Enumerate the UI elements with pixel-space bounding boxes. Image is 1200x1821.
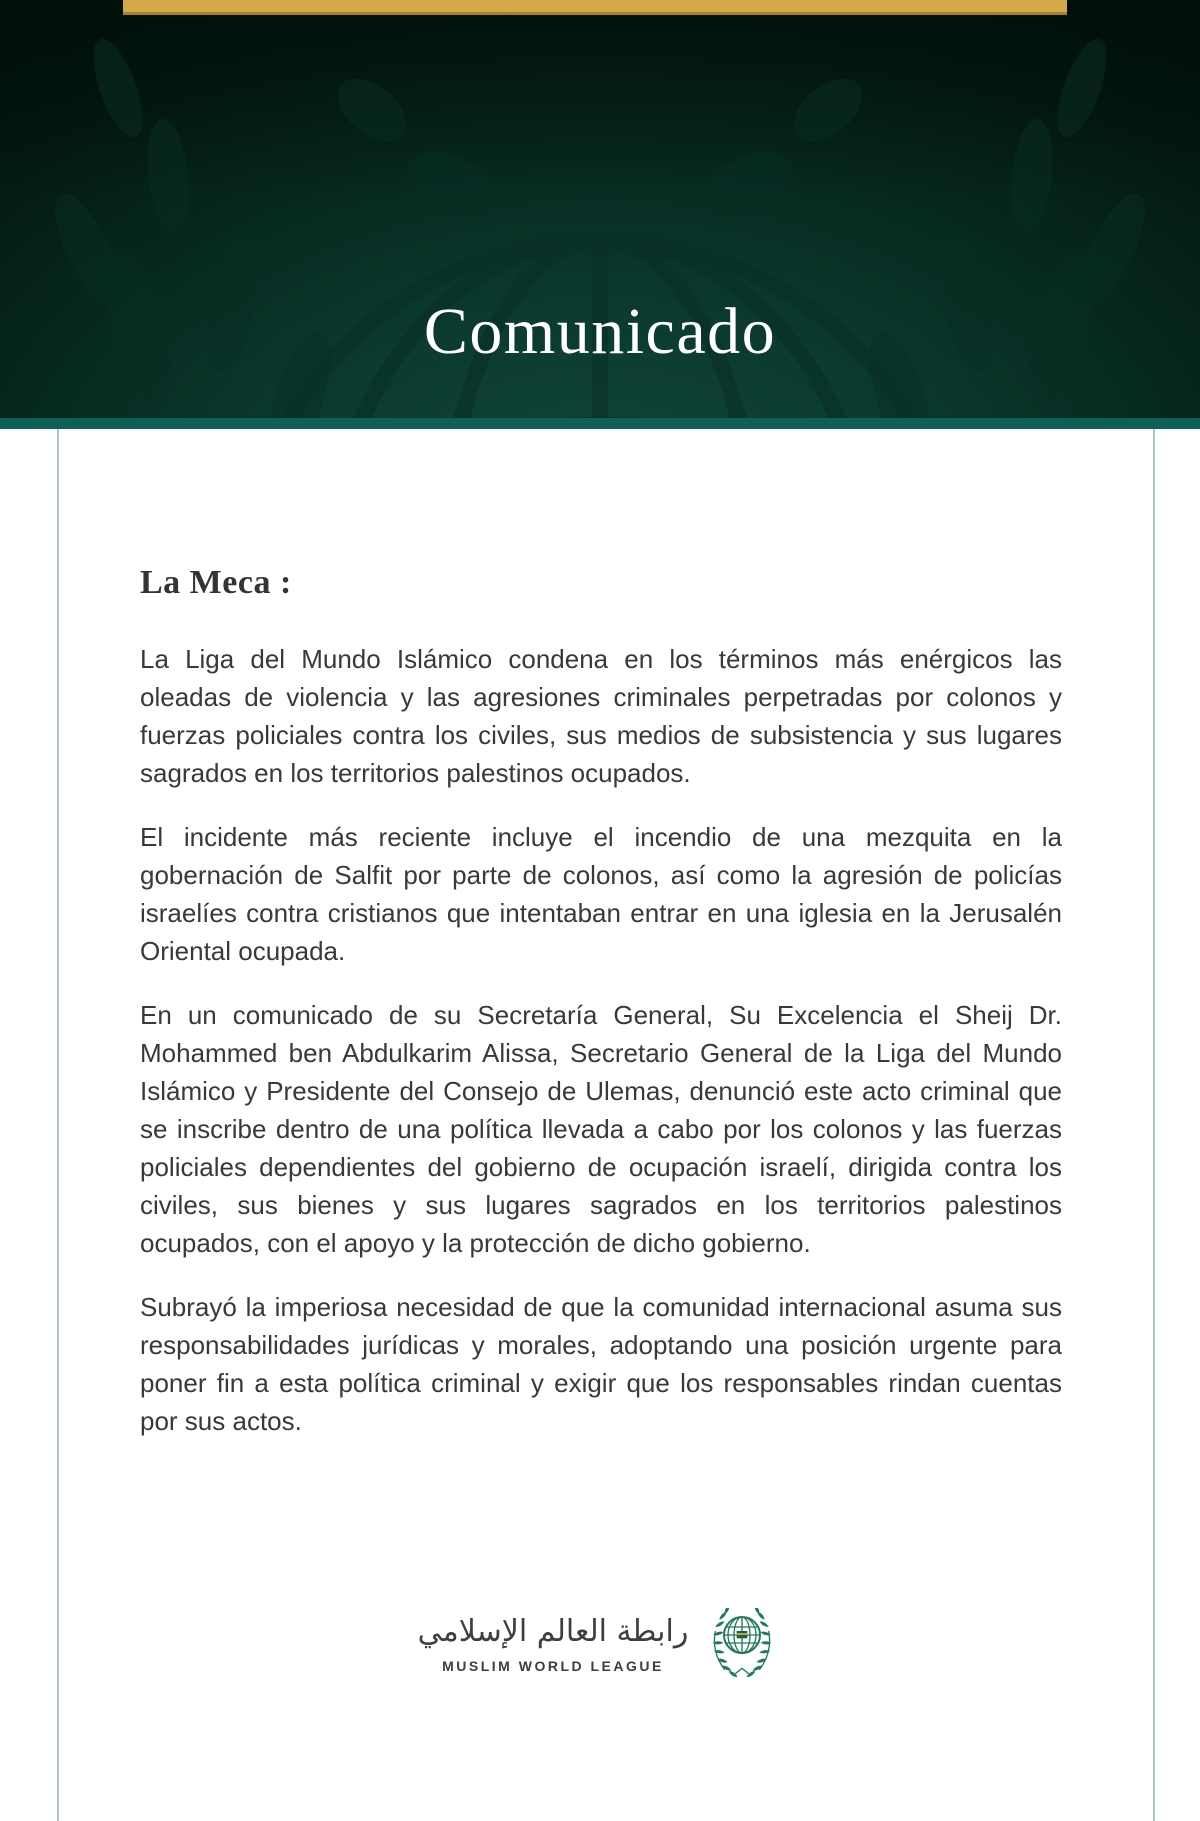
- document-body: [140, 563, 1062, 1466]
- gold-accent-bar: [123, 0, 1067, 15]
- muslim-world-league-logo: [0, 1608, 1200, 1678]
- teal-divider-bar: [0, 418, 1200, 429]
- mwl-arabic-logotype: رابطة العالم الإسلامي: [417, 1614, 689, 1649]
- document-title: Comunicado: [423, 295, 777, 368]
- paragraph-2: El incidente más reciente incluye el incendio de una mezquita en la gobernación de Salfit por parte de colonos, así como la agresión de policías israelíes contra cristianos que intentaban entrar en una iglesia en la Jerusalén Oriental ocupada.: [140, 821, 1062, 966]
- header-banner: [0, 0, 1200, 418]
- location-heading: La Meca :: [140, 564, 292, 601]
- paragraph-4: Subrayó la imperiosa necesidad de que la comunidad internacional asuma sus responsabilidades jurídicas y morales, adoptando una posición urgente para poner fin a esta política criminal y exigir que los responsables rindan cuentas por sus actos.: [140, 1291, 1062, 1436]
- mwl-emblem-icon: [702, 1608, 782, 1678]
- kaaba-icon: [737, 1631, 748, 1638]
- paragraph-1: La Liga del Mundo Islámico condena en los términos más enérgicos las oleadas de violencia y las agresiones criminales perpetradas por colonos y fuerzas policiales contra los civiles, sus medios de subsistencia y sus lugares sagrados en los territorios palestinos ocupados.: [140, 643, 1062, 788]
- paragraph-3: En un comunicado de su Secretaría General, Su Excelencia el Sheij Dr. Mohammed ben Abdulkarim Alissa, Secretario General de la Liga del Mundo Islámico y Presidente del Consejo de Ulemas, denunció este acto criminal que se inscribe dentro de una política llevada a cabo por los colonos y las fuerzas policiales dependientes del gobierno de ocupación israelí, dirigida contra los civiles, sus bienes y sus lugares sagrados en los territorios palestinos ocupados, con el apoyo y la protección de dicho gobierno.: [140, 999, 1062, 1258]
- logo-text-block: [418, 1612, 689, 1674]
- mwl-latin-logotype: MUSLIM WORLD LEAGUE: [442, 1658, 664, 1674]
